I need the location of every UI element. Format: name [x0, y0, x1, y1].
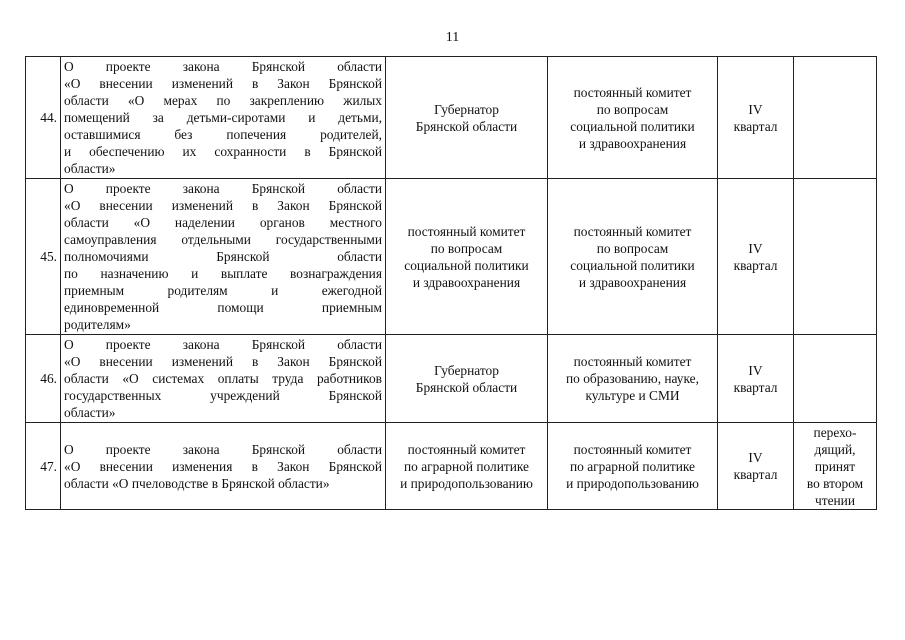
term-cell — [718, 57, 794, 179]
note-cell — [794, 57, 877, 179]
bill-title-line: самоуправления отдельными государственными — [64, 232, 382, 247]
note-line: перехо- — [813, 424, 857, 440]
table-body — [26, 57, 877, 510]
note-line: дящий, — [814, 441, 856, 457]
initiator-line: и природопользованию — [400, 475, 533, 491]
committee-cell — [548, 179, 718, 335]
bill-title-line: области» — [64, 161, 116, 176]
table-row — [26, 335, 877, 423]
initiator-line: Брянской области — [415, 379, 518, 395]
committee-line: по вопросам — [596, 101, 669, 117]
table-row — [26, 423, 877, 510]
term-cell — [718, 423, 794, 510]
note-cell — [794, 423, 877, 510]
bill-title-line: области «О наделении органов местного — [64, 215, 382, 230]
bill-title-line: области «О системах оплаты труда работников — [64, 371, 382, 386]
table-row — [26, 57, 877, 179]
table-row — [26, 179, 877, 335]
committee-line: по образованию, науке, — [566, 371, 699, 386]
note-line: во втором — [806, 475, 864, 491]
bill-title-line: помещений за детьми-сиротами и детьми, — [64, 110, 382, 125]
bill-title-line: «О внесении изменений в Закон Брянской — [64, 198, 382, 213]
bill-title — [61, 423, 386, 510]
term-cell — [718, 335, 794, 423]
committee-line: постоянный комитет — [573, 223, 692, 239]
committee-line: культуре и СМИ — [585, 388, 680, 403]
bill-title-line: О проекте закона Брянской области — [64, 337, 382, 352]
initiator-line: Брянской области — [415, 118, 518, 134]
committee-line: по аграрной политике — [569, 458, 696, 474]
committee-line: и здравоохранения — [578, 274, 687, 290]
initiator-line: постоянный комитет — [407, 441, 526, 457]
committee-line: постоянный комитет — [573, 441, 692, 457]
committee-line: постоянный комитет — [573, 354, 692, 369]
initiator-line: по вопросам — [430, 240, 503, 256]
committee-cell — [548, 335, 718, 423]
legislative-plan-table — [25, 56, 877, 510]
bill-title-line: оставшимися без попечения родителей, — [64, 127, 382, 142]
bill-title-line: «О внесении изменений в Закон Брянской — [64, 354, 382, 369]
row-number: 44. — [26, 57, 61, 179]
initiator-line: и здравоохранения — [412, 274, 521, 290]
committee-line: и природопользованию — [566, 475, 699, 491]
bill-title-line: О проекте закона Брянской области — [64, 181, 382, 196]
row-number: 46. — [26, 335, 61, 423]
term-line: квартал — [733, 118, 778, 134]
term-cell — [718, 179, 794, 335]
bill-title — [61, 57, 386, 179]
initiator-line: социальной политики — [404, 257, 529, 273]
committee-line: постоянный комитет — [573, 84, 692, 100]
initiator-cell — [386, 57, 548, 179]
term-line: квартал — [733, 467, 778, 482]
bill-title-line: «О внесении изменения в Закон Брянской — [64, 458, 382, 474]
committee-line: по вопросам — [596, 240, 669, 256]
initiator-cell — [386, 335, 548, 423]
term-line: IV — [748, 450, 763, 465]
initiator-line: постоянный комитет — [407, 223, 526, 239]
committee-line: социальной политики — [570, 118, 695, 134]
bill-title-line: государственных учреждений Брянской — [64, 388, 382, 403]
committee-cell — [548, 57, 718, 179]
initiator-cell — [386, 423, 548, 510]
note-cell — [794, 179, 877, 335]
initiator-line: Губернатор — [434, 101, 499, 117]
note-cell — [794, 335, 877, 423]
bill-title-line: приемным родителям и ежегодной — [64, 283, 382, 298]
note-line: чтении — [814, 492, 856, 508]
initiator-cell — [386, 179, 548, 335]
note-line: принят — [814, 458, 856, 474]
row-number: 47. — [26, 423, 61, 510]
committee-cell — [548, 423, 718, 510]
bill-title-line: области» — [64, 405, 116, 420]
page-number: 11 — [445, 30, 460, 45]
initiator-line: Губернатор — [434, 362, 499, 378]
bill-title-line: по назначению и выплате вознаграждения — [64, 266, 382, 281]
term-line: IV — [748, 362, 763, 378]
bill-title-line: родителям» — [64, 317, 131, 332]
bill-title-line: полномочиями Брянской области — [64, 249, 382, 264]
committee-line: и здравоохранения — [578, 135, 687, 151]
bill-title-line: О проекте закона Брянской области — [64, 441, 382, 457]
bill-title-line: О проекте закона Брянской области — [64, 59, 382, 74]
bill-title-line: области «О мерах по закреплению жилых — [64, 93, 382, 108]
bill-title-line: области «О пчеловодстве в Брянской области» — [64, 475, 330, 491]
bill-title-line: единовременной помощи приемным — [64, 300, 382, 315]
committee-line: социальной политики — [570, 257, 695, 273]
term-line: IV — [748, 101, 763, 117]
bill-title-line: и обеспечению их сохранности в Брянской — [64, 144, 382, 159]
bill-title — [61, 179, 386, 335]
bill-title — [61, 335, 386, 423]
row-number: 45. — [26, 179, 61, 335]
term-line: квартал — [733, 379, 778, 395]
initiator-line: по аграрной политике — [403, 458, 530, 474]
bill-title-line: «О внесении изменений в Закон Брянской — [64, 76, 382, 91]
term-line: IV — [748, 240, 763, 256]
term-line: квартал — [733, 257, 778, 273]
